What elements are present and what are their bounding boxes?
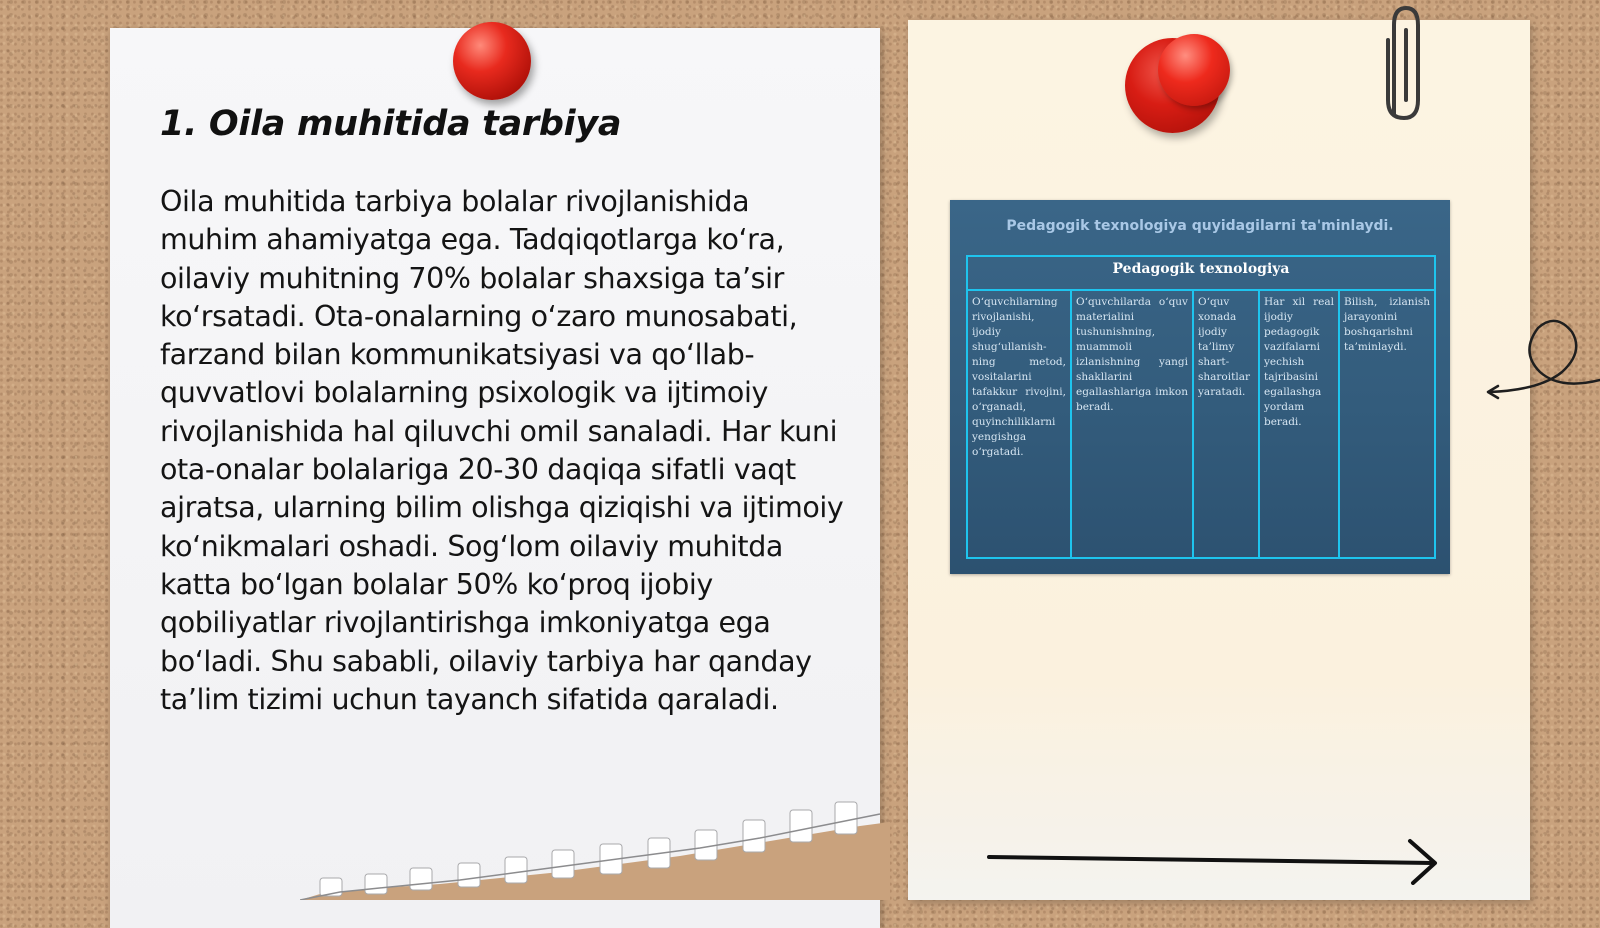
slide-column: O‘quvchilarda o‘quv materialini tushunishning, muammoli izlanishning yangi shakllarini egallashlariga imkon beradi.	[1072, 291, 1194, 557]
slide-column: Har xil real ijodiy pedagogik vazifalarni yechish tajribasini egallashga yordam beradi.	[1260, 291, 1340, 557]
slide-column: O‘quvchilarning rivojlanishi, ijodiy shug‘ullanish-ning metod, vositalarini tafakkur rivojini, o‘rganadi, quyinchiliklarni yengishga o‘rgatadi.	[968, 291, 1072, 557]
body-paragraph: Oila muhitida tarbiya bolalar rivojlanishida muhim ahamiyatga ega. Tadqiqotlarga ko‘ra, oilaviy muhitning 70% bolalar shaxsiga ta’sir ko‘rsatadi. Ota-onalarning o‘zaro munosabati, farzand bilan kommunikatsiyasi va qo‘llab-quvvatlovi bolalarning psixologik va ijtimoiy rivojlanishida hal qiluvchi omil sanaladi. Har kuni ota-onalar bolalariga 20-30 daqiqa sifatli vaqt ajratsa, ularning bilim olishga qiziqishi va ijtimoiy ko‘nikmalari oshadi. Sog‘lom oilaviy muhitda katta bo‘lgan bolalar 50% ko‘proq ijobiy qobiliyatlar rivojlantirishga imkoniyatga ega bo‘ladi. Shu sababli, oilaviy tarbiya har qanday ta’lim tizimi uchun tayanch sifatida qaraladi.	[160, 185, 844, 716]
red-push-pin-icon	[453, 22, 531, 100]
slide-table-columns	[968, 289, 1434, 557]
slide-column: Bilish, izlanish jarayonini boshqarishni ta’minlaydi.	[1344, 296, 1430, 353]
red-push-pin-icon	[1158, 34, 1230, 106]
section-heading: 1. Oila muhitida tarbiya	[160, 104, 622, 144]
arrow-right-icon	[985, 835, 1445, 885]
slide-table-frame	[966, 255, 1436, 559]
slide-table-heading: Pedagogik texnologiya	[1112, 261, 1290, 277]
slide-column: O‘quv xonada ijodiy ta’limy shart-sharoitlar yaratadi.	[1194, 291, 1260, 557]
slide-image	[950, 200, 1450, 574]
squiggle-arrow-icon	[1480, 310, 1600, 410]
slide-title: Pedagogik texnologiya quyidagilarni ta'minlaydi.	[1006, 218, 1394, 234]
torn-paper-edge-icon	[300, 800, 890, 900]
paperclip-icon	[1376, 0, 1426, 125]
